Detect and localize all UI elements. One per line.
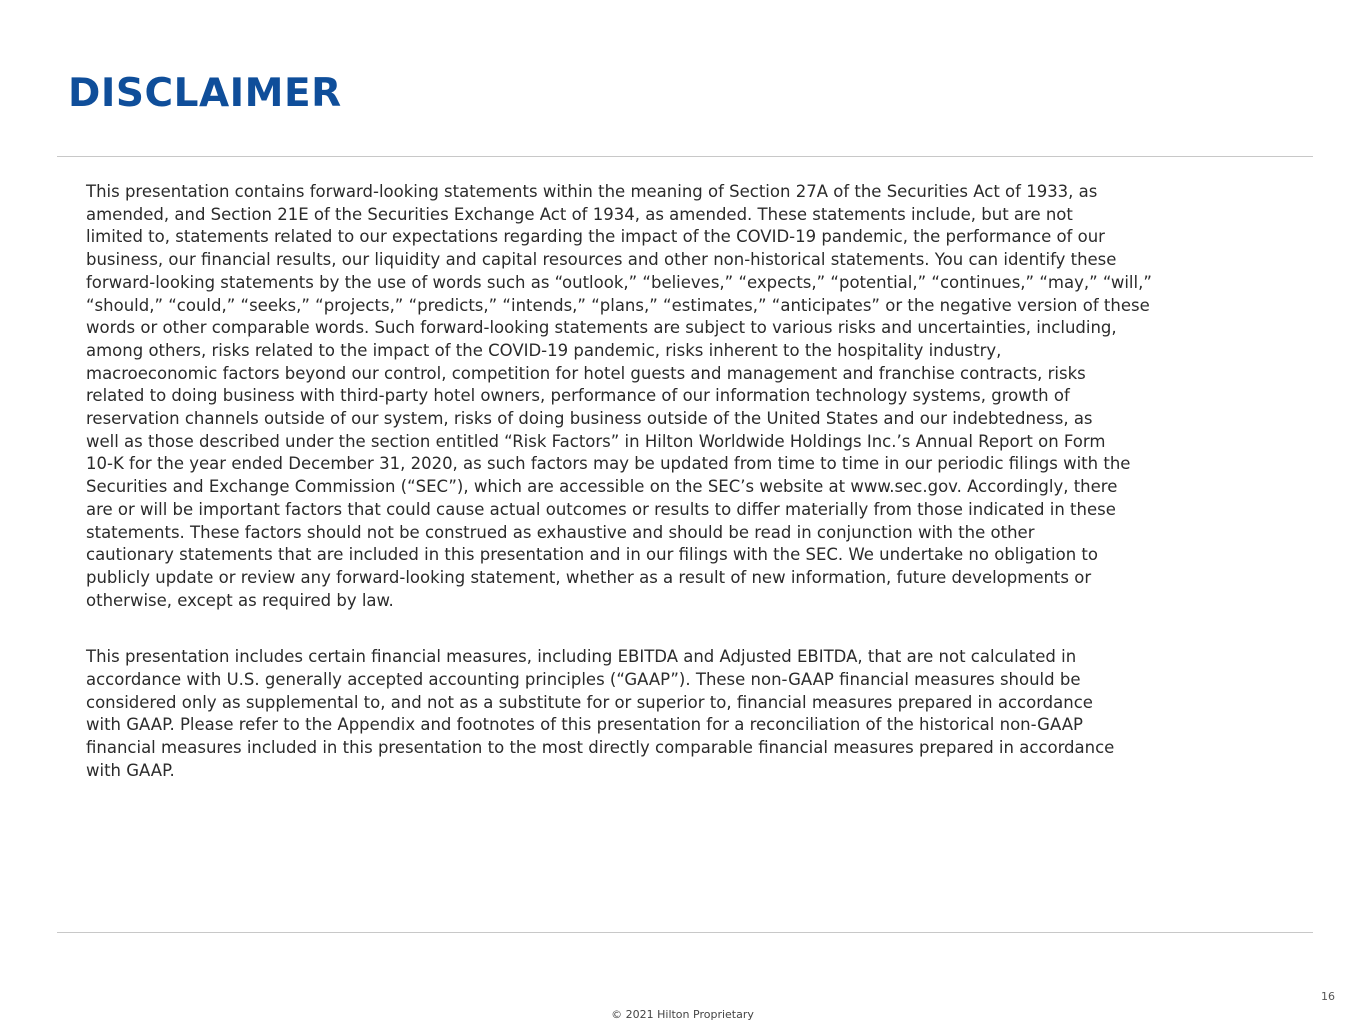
text-line: among others, risks related to the impact of the COVID-19 pandemic, risks inherent to the hospitality industry, [86,340,1002,360]
text-line: words or other comparable words. Such forward-looking statements are subject to various risks and uncertainties, including, [86,318,1117,338]
top-divider [57,156,1313,157]
text-line: accordance with U.S. generally accepted accounting principles (“GAAP”). These non-GAAP financial measures should be [86,670,1081,690]
text-line: financial measures included in this presentation to the most directly comparable financial measures prepared in accordance [86,738,1115,758]
text-line: forward-looking statements by the use of words such as “outlook,” “believes,” “expects,” “potential,” “continues,” “may,” “will,” [86,272,1152,292]
text-line: business, our financial results, our liquidity and capital resources and other non-historical statements. You can identify these [86,250,1117,270]
non-gaap-measures-paragraph [86,646,1301,782]
text-line: This presentation includes certain financial measures, including EBITDA and Adjusted EBITDA, that are not calculated in [86,647,1077,667]
text-line: otherwise, except as required by law. [86,590,394,610]
text-line: reservation channels outside of our system, risks of doing business outside of the United States and our indebtedness, as [86,409,1093,429]
text-line: amended, and Section 21E of the Securities Exchange Act of 1934, as amended. These statements include, but are not [86,204,1073,224]
text-line: Securities and Exchange Commission (“SEC”), which are accessible on the SEC’s website at www.sec.gov. Accordingly, there [86,477,1118,497]
text-line: with GAAP. Please refer to the Appendix and footnotes of this presentation for a reconciliation of the historical non-GAAP [86,715,1083,735]
text-line: limited to, statements related to our expectations regarding the impact of the COVID-19 pandemic, the performance of our [86,227,1105,247]
text-line: “should,” “could,” “seeks,” “projects,” “predicts,” “intends,” “plans,” “estimates,” “anticipates” or the negative version of these [86,295,1150,315]
text-line: cautionary statements that are included in this presentation and in our filings with the SEC. We undertake no obligation to [86,545,1098,565]
text-line: publicly update or review any forward-looking statement, whether as a result of new information, future developments or [86,567,1092,587]
text-line: 10-K for the year ended December 31, 2020, as such factors may be updated from time to time in our periodic filings with the [86,454,1131,474]
disclaimer-body [86,181,1301,783]
text-line: are or will be important factors that could cause actual outcomes or results to differ materially from those indicated in these [86,499,1116,519]
text-line: with GAAP. [86,760,175,780]
text-line: considered only as supplemental to, and not as a substitute for or superior to, financial measures prepared in accordance [86,692,1093,712]
text-line: well as those described under the section entitled “Risk Factors” in Hilton Worldwide Holdings Inc.’s Annual Report on Form [86,431,1106,451]
page-title: DISCLAIMER [68,71,342,116]
text-line: related to doing business with third-party hotel owners, performance of our information technology systems, growth of [86,386,1070,406]
page-number: 16 [1321,990,1335,1003]
text-line: statements. These factors should not be construed as exhaustive and should be read in conjunction with the other [86,522,1035,542]
forward-looking-statements-paragraph [86,181,1301,612]
text-line: This presentation contains forward-looking statements within the meaning of Section 27A of the Securities Act of 1933, as [86,182,1098,201]
text-line: macroeconomic factors beyond our control, competition for hotel guests and management and franchise contracts, risks [86,363,1086,383]
copyright-footer: © 2021 Hilton Proprietary [611,1008,754,1021]
bottom-divider [57,932,1313,933]
